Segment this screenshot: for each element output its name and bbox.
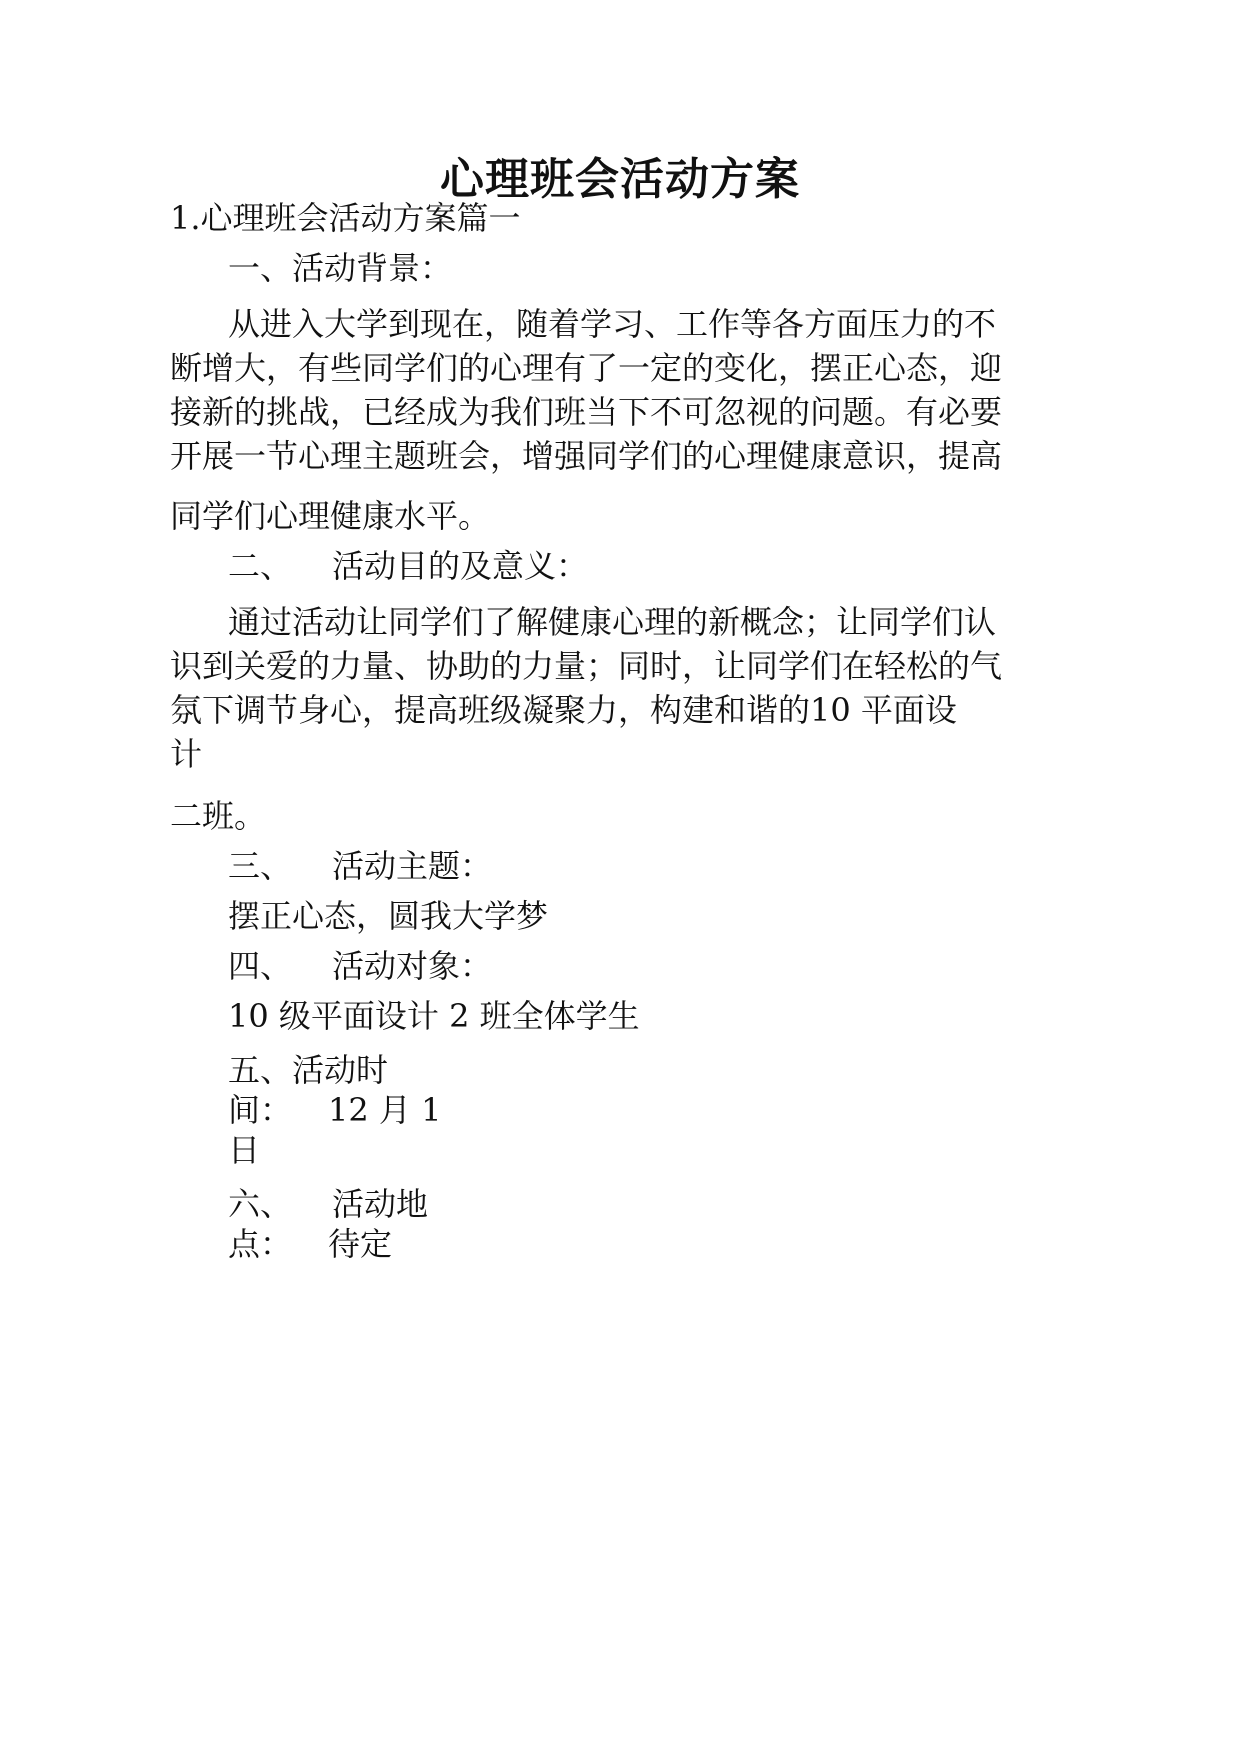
time-line-2 <box>228 1090 441 1130</box>
background-line-1: 从进入大学到现在，随着学习、工作等各方面压力的不 <box>228 305 997 343</box>
background-line-2: 断增大，有些同学们的心理有了一定的变化，摆正心态，迎 <box>170 349 1003 387</box>
time-line-3: 日 <box>228 1131 261 1169</box>
time-value: 12 月 1 <box>328 1091 442 1129</box>
purpose-line-1: 通过活动让同学们了解健康心理的新概念；让同学们认 <box>228 603 997 641</box>
place-label: 点： <box>228 1225 293 1263</box>
section-heading-theme <box>228 846 492 886</box>
target-content: 10 级平面设计 2 班全体学生 <box>228 997 640 1035</box>
background-line-4: 开展一节心理主题班会，增强同学们的心理健康意识，提高 <box>170 437 1003 475</box>
section-number: 四、 <box>228 947 293 985</box>
section-number: 二、 <box>228 547 293 585</box>
background-line-3: 接新的挑战，已经成为我们班当下不可忽视的问题。有必要 <box>170 393 1003 431</box>
section-heading-target <box>228 946 492 986</box>
document-title: 心理班会活动方案 <box>440 154 800 205</box>
article-heading: 1.心理班会活动方案篇一 <box>170 199 521 237</box>
section-heading-place <box>228 1184 428 1224</box>
section-heading-text: 活动对象： <box>332 947 493 985</box>
section-heading-background: 一、活动背景： <box>228 249 453 287</box>
purpose-line-2: 识到关爱的力量、协助的力量；同时，让同学们在轻松的气 <box>170 647 1003 685</box>
section-heading-text: 活动地 <box>332 1185 429 1223</box>
place-value: 待定 <box>328 1225 393 1263</box>
time-line-1: 五、活动时 <box>228 1051 389 1089</box>
background-line-5: 同学们心理健康水平。 <box>170 497 491 535</box>
section-number: 三、 <box>228 847 293 885</box>
section-number: 六、 <box>228 1185 293 1223</box>
purpose-line-3: 氛下调节身心，提高班级凝聚力，构建和谐的10 平面设 <box>170 691 957 729</box>
section-heading-text: 活动主题： <box>332 847 493 885</box>
place-line-2 <box>228 1224 392 1264</box>
section-heading-purpose <box>228 546 588 586</box>
time-label: 间： <box>228 1091 293 1129</box>
purpose-line-4: 计 <box>170 735 203 773</box>
purpose-line-5: 二班。 <box>170 797 267 835</box>
theme-content: 摆正心态，圆我大学梦 <box>228 897 549 935</box>
section-heading-text: 活动目的及意义： <box>332 547 589 585</box>
